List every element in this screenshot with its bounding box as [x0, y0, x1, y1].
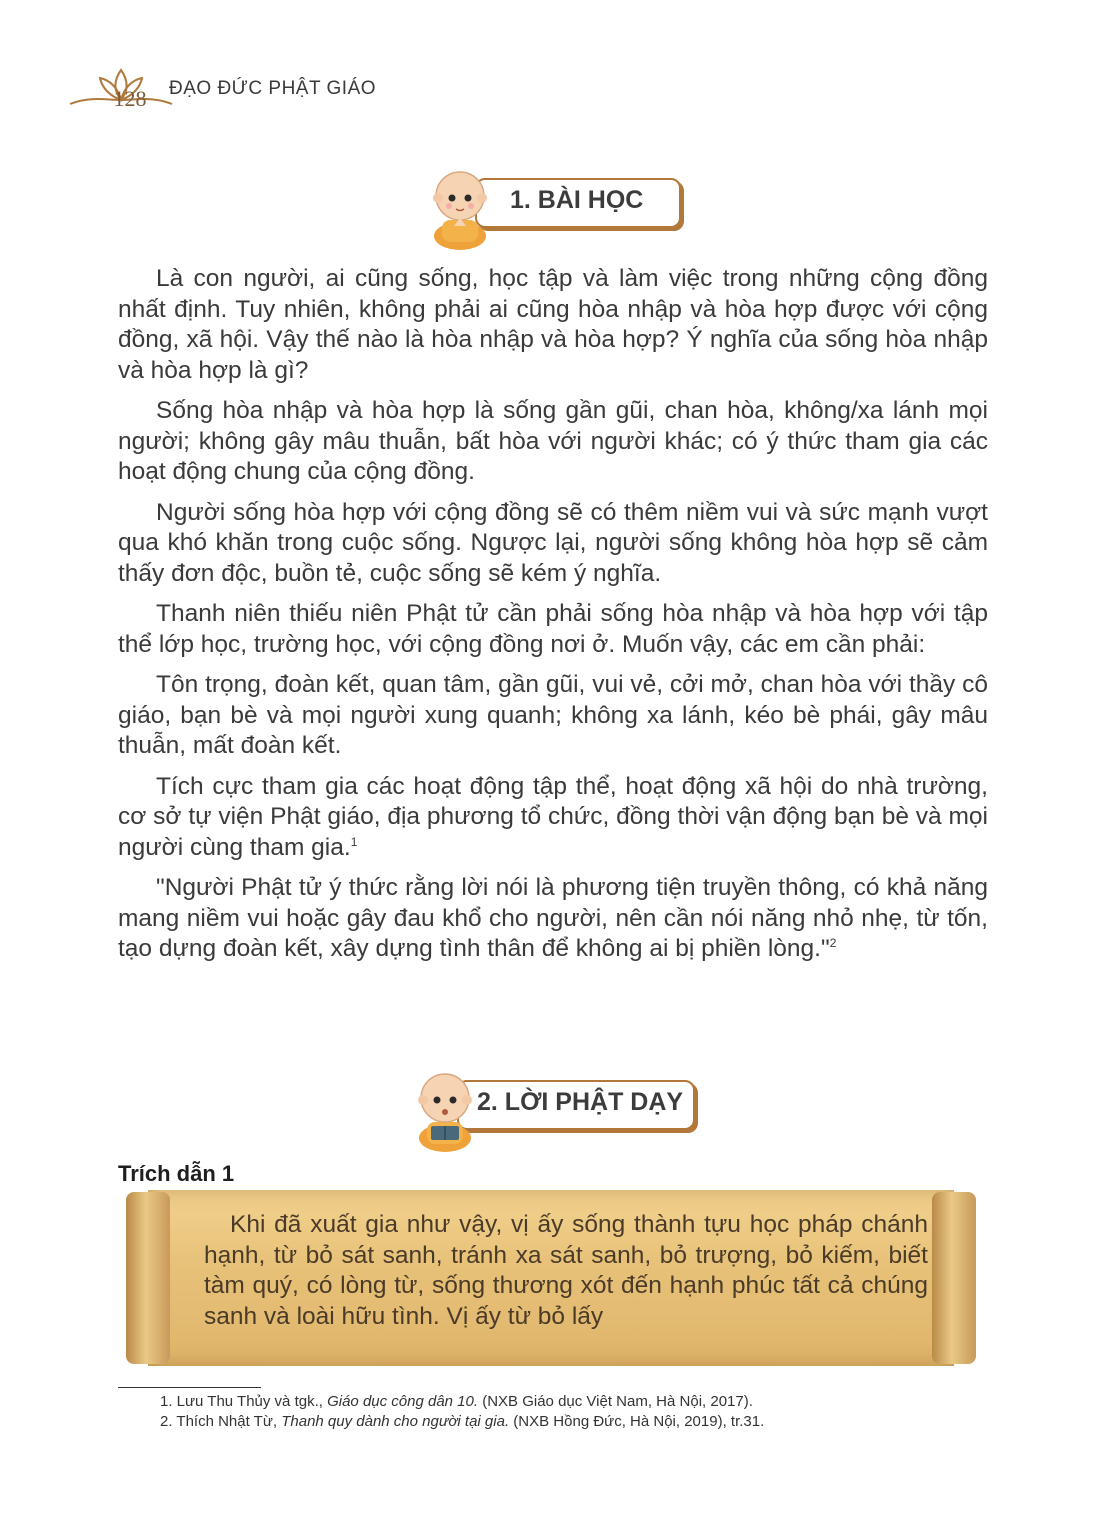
footnote-2 — [160, 1412, 764, 1432]
footnote-author: 2. Thích Nhật Từ, — [160, 1413, 282, 1430]
quote-text: Khi đã xuất gia như vậy, vị ấy sống thành tựu học pháp chánh hạnh, từ bỏ sát sanh, tránh xa sát sanh, bỏ trượng, bỏ kiếm, biết tàm quý, có lòng từ, sống thương xót đến hạnh phúc tất cả chúng sanh và loài hữu tình. Vị ấy từ bỏ lấy — [204, 1211, 928, 1330]
footnote-publisher: (NXB Hồng Đức, Hà Nội, 2019), tr.31. — [509, 1413, 765, 1430]
paragraph — [118, 873, 988, 965]
footnote-1 — [160, 1392, 764, 1412]
page-header — [66, 66, 426, 116]
footnote-author: 1. Lưu Thu Thủy và tgk., — [160, 1393, 328, 1410]
paragraph: Thanh niên thiếu niên Phật tử cần phải sống hòa nhập và hòa hợp với tập thể lớp học, trường học, với cộng đồng nơi ở. Muốn vậy, các em cần phải: — [118, 600, 988, 658]
lesson-body — [118, 264, 988, 975]
paragraph — [118, 772, 988, 864]
book-title: ĐẠO ĐỨC PHẬT GIÁO — [169, 78, 377, 99]
paragraph: Tôn trọng, đoàn kết, quan tâm, gần gũi, vui vẻ, cởi mở, chan hòa với thầy cô giáo, bạn bè và mọi người xung quanh; không xa lánh, kéo bè phái, gây mâu thuẫn, mất đoàn kết. — [118, 671, 988, 759]
paragraph: Người sống hòa hợp với cộng đồng sẽ có thêm niềm vui và sức mạnh vượt qua khó khăn trong cuộc sống. Ngược lại, người sống không hòa hợp sẽ cảm thấy đơn độc, buồn tẻ, cuộc sống sẽ kém ý nghĩa. — [118, 498, 988, 587]
quote-scroll — [118, 1190, 984, 1368]
paragraph-text: Tích cực tham gia các hoạt động tập thể, hoạt động xã hội do nhà trường, cơ sở tự viện Phật giáo, địa phương tổ chức, đồng thời vận động bạn bè và mọi người cùng tham gia. — [118, 772, 988, 861]
footnotes — [160, 1392, 764, 1432]
section-banner-lesson — [420, 166, 690, 238]
footnote-publisher: (NXB Giáo dục Việt Nam, Hà Nội, 2017). — [478, 1393, 753, 1410]
footnote-ref: 2 — [829, 935, 837, 950]
section-banner-buddha-teaching — [405, 1068, 705, 1140]
page-number: 128 — [113, 86, 147, 111]
footnote-divider — [118, 1387, 261, 1388]
paragraph: Sống hòa nhập và hòa hợp là sống gần gũi, chan hòa, không/xa lánh mọi người; không gây mâu thuẫn, bất hòa với người khác; có ý thức tham gia các hoạt động chung của cộng đồng. — [118, 397, 988, 485]
section-title-buddha-teaching: 2. LỜI PHẬT DẠY — [477, 1088, 684, 1116]
section-title-lesson: 1. BÀI HỌC — [510, 186, 644, 214]
paragraph: Là con người, ai cũng sống, học tập và làm việc trong những cộng đồng nhất định. Tuy nhiên, không phải ai cũng hòa nhập và hòa hợp được với cộng đồng, xã hội. Vậy thế nào là hòa nhập và hòa hợp? Ý nghĩa của sống hòa nhập và hòa hợp là gì? — [118, 265, 988, 384]
monk-icon — [420, 166, 500, 250]
footnote-title: Thanh quy dành cho người tại gia. — [281, 1413, 510, 1430]
footnote-title: Giáo dục công dân 10. — [327, 1393, 479, 1410]
scroll-right-roll — [932, 1192, 976, 1364]
paragraph-text: "Người Phật tử ý thức rằng lời nói là phương tiện truyền thông, có khả năng mang niềm vui hoặc gây đau khổ cho người, nên cần nói năng nhỏ nhẹ, từ tốn, tạo dựng đoàn kết, xây dựng tình thân để không ai bị phiền lòng." — [118, 874, 988, 962]
scroll-left-roll — [126, 1192, 170, 1364]
footnote-ref: 1 — [350, 834, 358, 849]
monk-reading-icon — [405, 1068, 485, 1152]
quote-heading: Trích dẫn 1 — [118, 1161, 235, 1186]
